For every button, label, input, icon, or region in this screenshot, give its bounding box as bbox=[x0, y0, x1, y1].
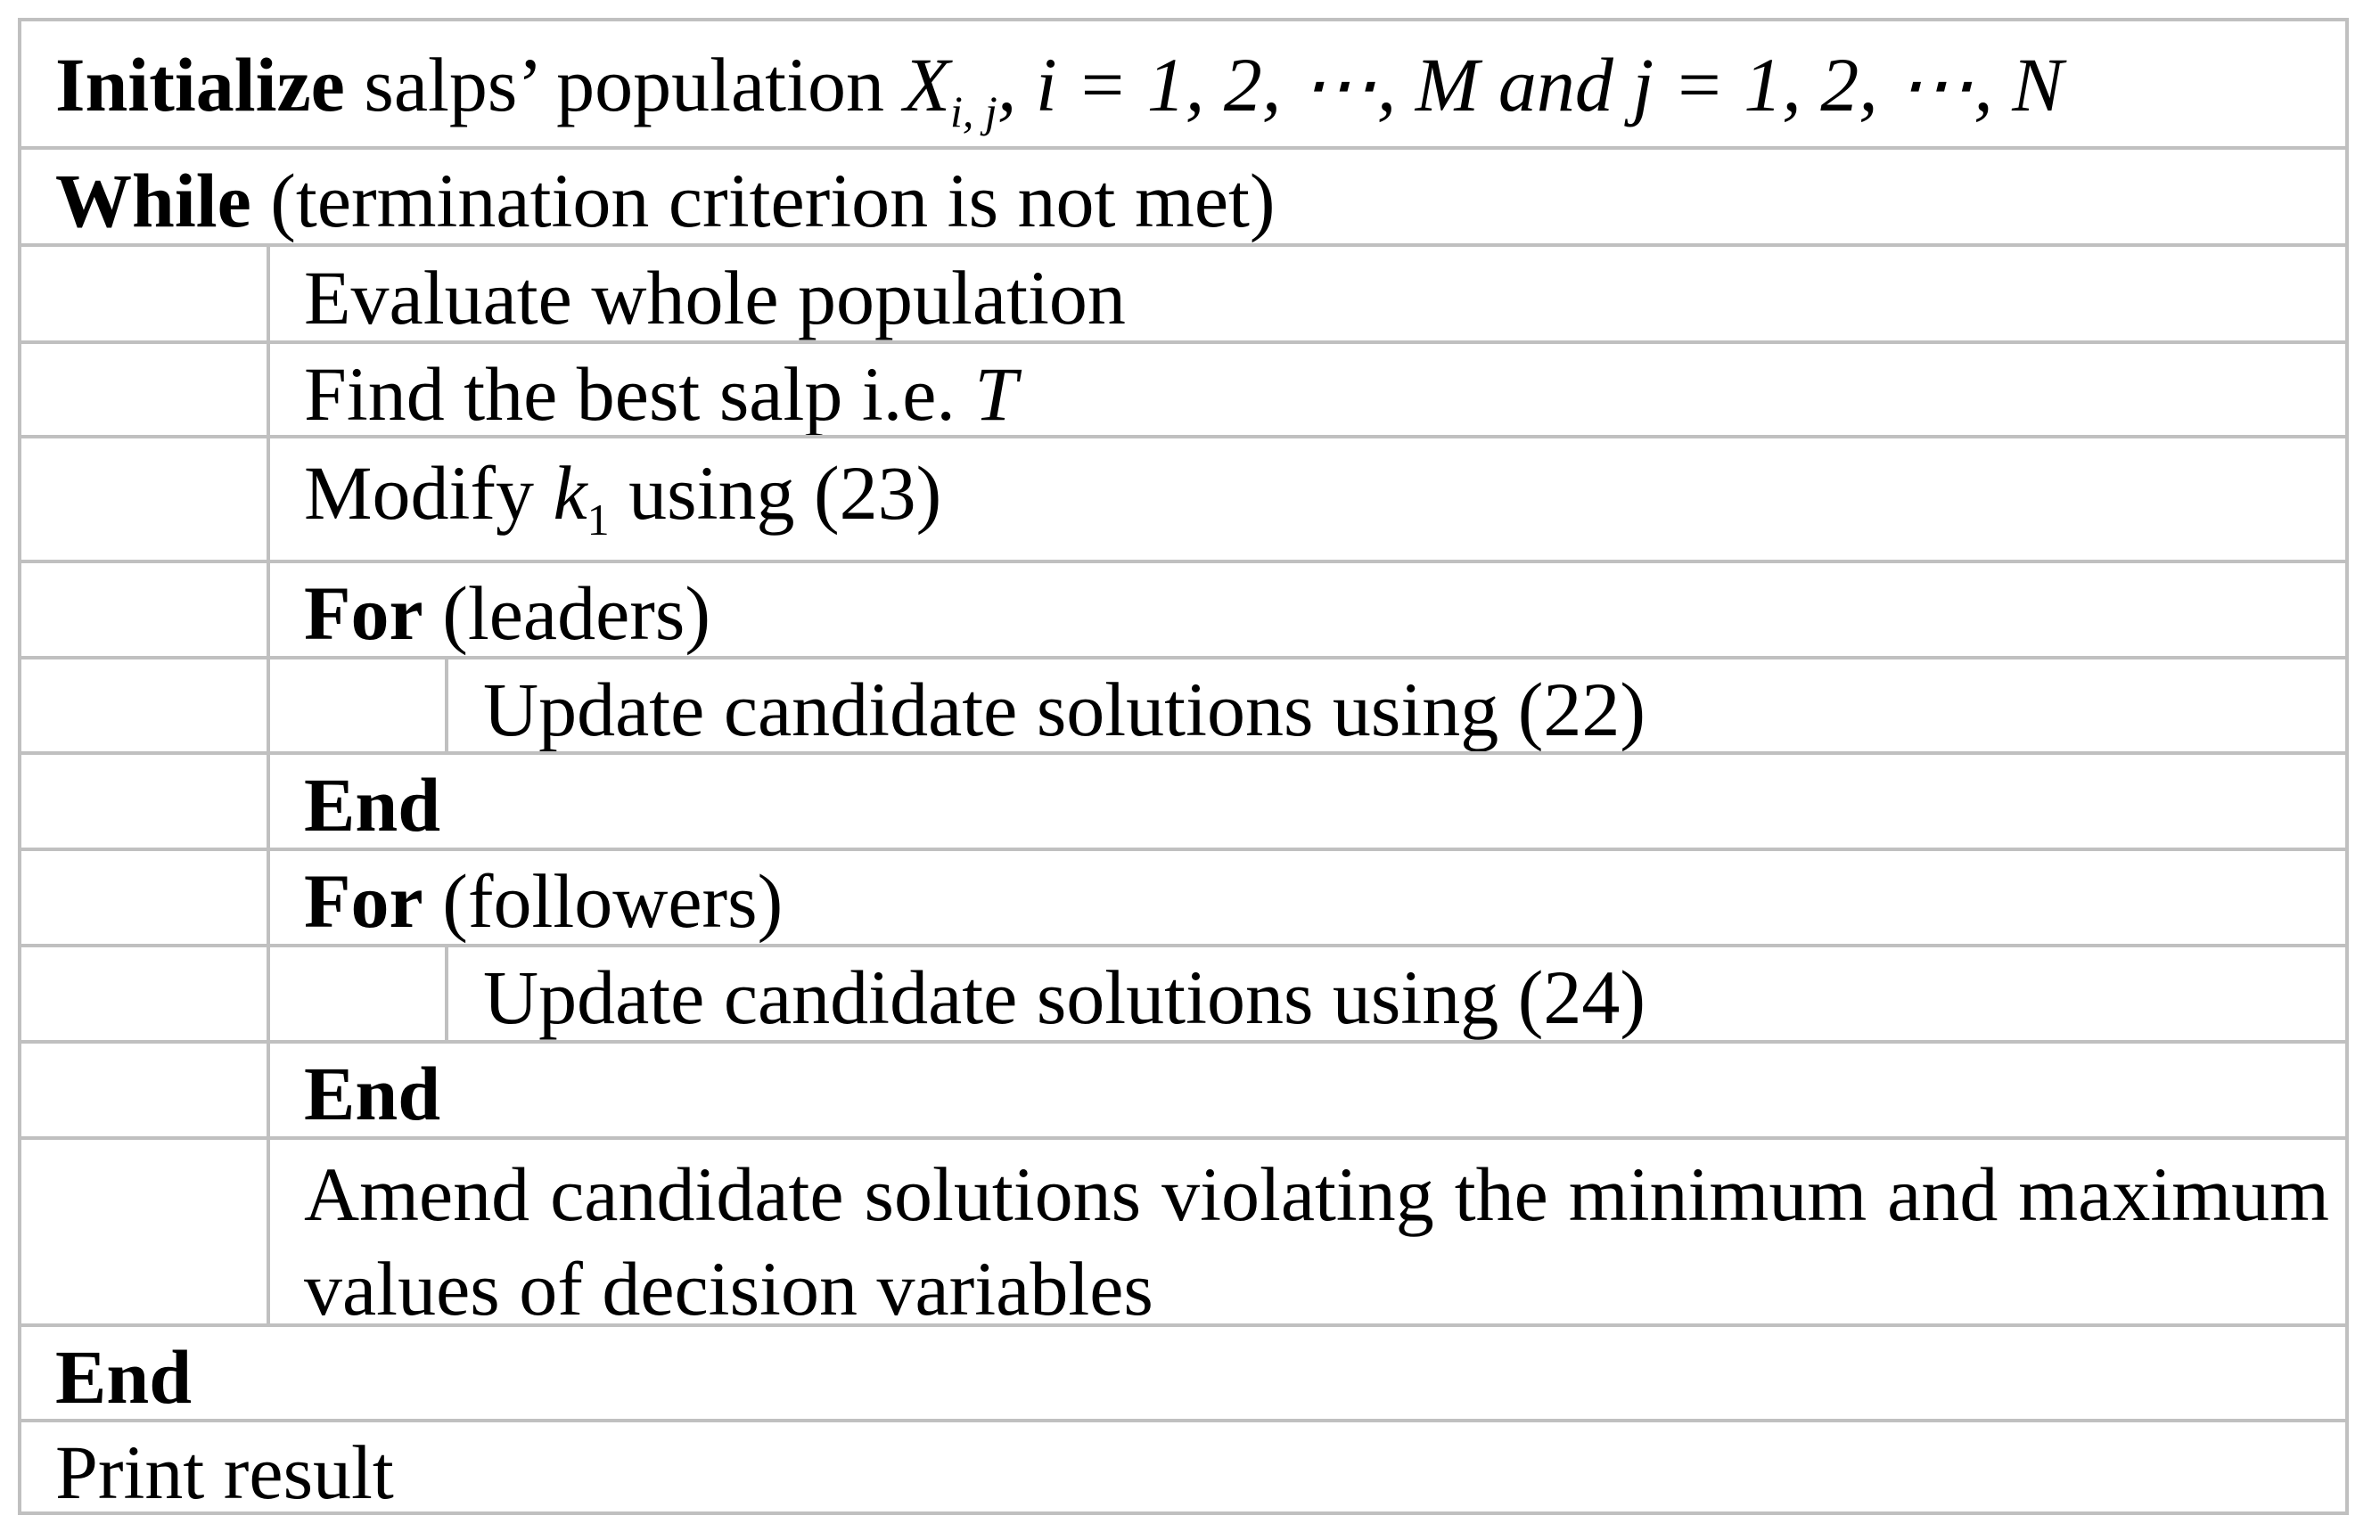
nested-divider bbox=[445, 659, 448, 751]
row-text: Initialize salps’ population $X_{i, j}$, i = 1, 2, ⋯, M and j = 1, 2, ⋯, N bbox=[55, 42, 2064, 136]
math-t: T bbox=[974, 351, 1018, 437]
table-row-end-leaders bbox=[21, 751, 2345, 848]
table-row-initialize bbox=[21, 21, 2345, 150]
row-text: Update candidate solutions using (22) bbox=[483, 667, 1646, 752]
nested-divider bbox=[445, 947, 448, 1040]
row-text: Update candidate solutions using (24) bbox=[483, 954, 1646, 1040]
row-text: Print result bbox=[55, 1429, 394, 1515]
keyword-for: For bbox=[304, 858, 423, 944]
math-range: , i = 1, 2, ⋯, M and j = 1, 2, ⋯, N bbox=[997, 42, 2064, 127]
indent-divider bbox=[267, 243, 270, 1323]
table-row-end-while bbox=[21, 1323, 2345, 1419]
keyword-end: End bbox=[304, 1051, 441, 1136]
keyword-for: For bbox=[304, 570, 423, 656]
table-row-for-leaders: For (leaders) bbox=[21, 560, 2345, 656]
row-text: Amend candidate solutions violating the minimum and maximum values of decision variables bbox=[304, 1151, 2329, 1331]
table-row-modify: Modify $k_1$ using (23) bbox=[21, 435, 2345, 560]
table-row-print bbox=[21, 1419, 2345, 1515]
table-row-for-followers: For (followers) bbox=[21, 848, 2345, 944]
table-row-while: While (termination criterion is not met) bbox=[21, 146, 2345, 243]
table-row-end-followers bbox=[21, 1040, 2345, 1136]
math-k: k bbox=[553, 450, 587, 536]
table-row-update-followers bbox=[21, 944, 2345, 1040]
algorithm-table bbox=[18, 18, 2349, 1515]
keyword-initialize: Initialize bbox=[55, 42, 345, 127]
table-row-find-best: Find the best salp i.e. T bbox=[21, 340, 2345, 435]
row-text: Evaluate whole population bbox=[304, 255, 1126, 340]
table-row-evaluate bbox=[21, 243, 2345, 340]
table-row-update-leaders bbox=[21, 656, 2345, 751]
keyword-end: End bbox=[55, 1334, 193, 1420]
keyword-while: While bbox=[55, 158, 251, 243]
table-row-amend bbox=[21, 1136, 2345, 1331]
keyword-end: End bbox=[304, 762, 441, 848]
math-x: X bbox=[903, 42, 951, 127]
